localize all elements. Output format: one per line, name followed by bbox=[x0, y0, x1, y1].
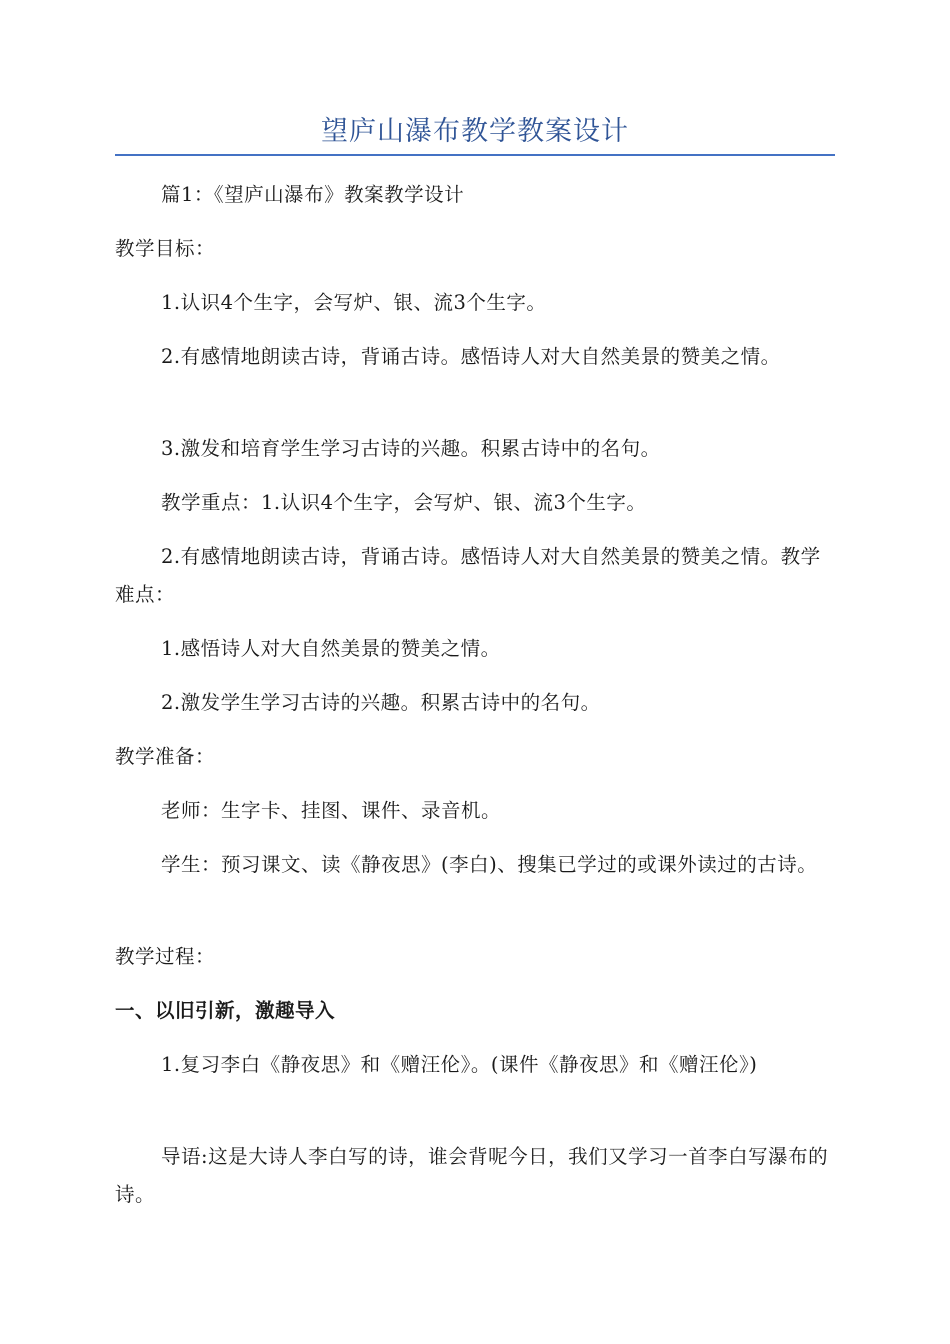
paragraph-article-heading: 篇1：《望庐山瀑布》教案教学设计 bbox=[161, 183, 465, 206]
paragraph-difficulty-2: 2.激发学生学习古诗的兴趣。积累古诗中的名句。 bbox=[161, 691, 601, 714]
paragraph-difficulty-1: 1.感悟诗人对大自然美景的赞美之情。 bbox=[161, 637, 501, 660]
document-title: 望庐山瀑布教学教案设计 bbox=[321, 116, 629, 147]
paragraph-process-heading: 教学过程： bbox=[115, 945, 216, 968]
paragraph-student-prep: 学生：预习课文、读《静夜思》(李白)、搜集已学过的或课外读过的古诗。 bbox=[161, 853, 818, 876]
paragraph-goal-3: 3.激发和培育学生学习古诗的兴趣。积累古诗中的名句。 bbox=[161, 437, 661, 460]
paragraph-key-points: 教学重点：1.认识4个生字，会写炉、银、流3个生字。 bbox=[161, 491, 647, 514]
paragraph-goal-2: 2.有感情地朗读古诗，背诵古诗。感悟诗人对大自然美景的赞美之情。 bbox=[161, 345, 781, 368]
paragraph-review: 1.复习李白《静夜思》和《赠汪伦》。(课件《静夜思》和《赠汪伦》) bbox=[161, 1053, 758, 1076]
paragraph-key-point-2: 2.有感情地朗读古诗，背诵古诗。感悟诗人对大自然美景的赞美之情。教学难点： bbox=[115, 545, 821, 606]
paragraph-intro-speech: 导语:这是大诗人李白写的诗，谁会背呢今日，我们又学习一首李白写瀑布的诗。 bbox=[115, 1145, 829, 1206]
section-heading-1: 一、以旧引新，激趣导入 bbox=[115, 999, 336, 1022]
paragraph-preparation-heading: 教学准备： bbox=[115, 745, 216, 768]
title-underline bbox=[115, 154, 835, 156]
paragraph-goal-1: 1.认识4个生字，会写炉、银、流3个生字。 bbox=[161, 291, 547, 314]
paragraph-teacher-prep: 老师：生字卡、挂图、课件、录音机。 bbox=[161, 799, 502, 822]
paragraph-teaching-goals-heading: 教学目标： bbox=[115, 237, 216, 260]
